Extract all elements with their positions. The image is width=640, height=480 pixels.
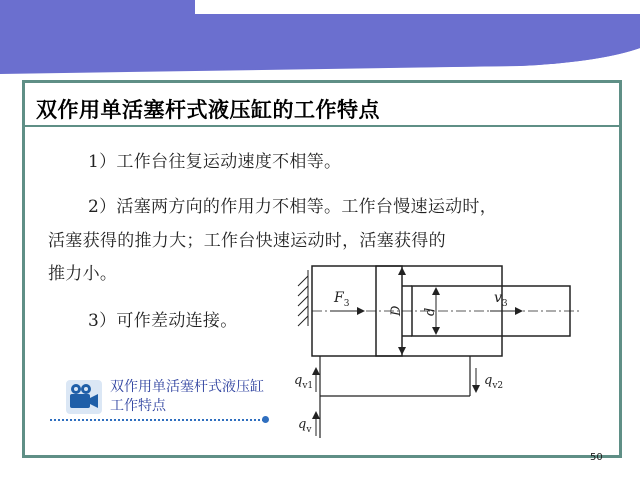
velocity-label: $v_3$ [494,290,508,309]
dotted-underline [50,419,264,421]
wall-hatching [298,270,308,326]
header-band [0,0,640,88]
rod-diameter-label: d [423,307,438,316]
point-1: 1）工作台往复运动速度不相等。 [88,152,342,172]
page-number: 50 [590,452,603,463]
video-camera-icon[interactable] [66,380,102,414]
point-2-line-2: 活塞获得的推力大；工作台快速运动时，活塞获得的 [48,231,446,251]
video-link[interactable]: 双作用单活塞杆式液压缸工作特点 [110,379,264,414]
point-2-line-1: 2）活塞两方向的作用力不相等。工作台慢速运动时， [88,197,498,217]
title-divider [24,125,620,127]
bore-diameter-label: D [389,305,404,316]
flow-v1-label: $q_{v1}$ [294,373,314,391]
cylinder-diagram [290,258,590,448]
point-3: 3）可作差动连接。 [88,311,238,331]
force-label: $F_3$ [334,290,350,309]
dotted-line-end-dot [262,416,269,423]
flow-v-label: $q_v$ [298,417,312,435]
flow-v2-label: $q_{v2}$ [484,373,504,391]
point-2-line-3: 推力小。 [48,264,118,284]
slide-title: 双作用单活塞杆式液压缸的工作特点 [36,97,380,122]
